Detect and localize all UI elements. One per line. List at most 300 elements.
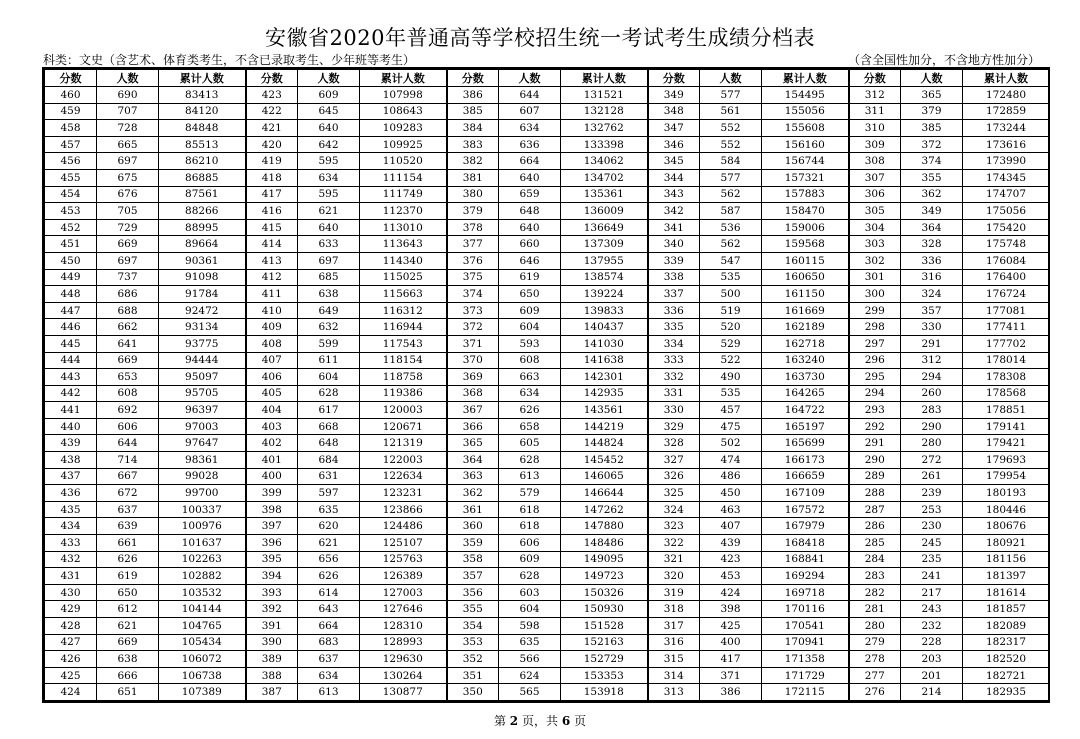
cumulative-cell: 152163 xyxy=(561,634,648,651)
count-cell: 520 xyxy=(700,319,762,336)
count-cell: 697 xyxy=(298,252,360,269)
count-cell: 547 xyxy=(700,252,762,269)
table-row xyxy=(45,551,1050,568)
score-cell: 418 xyxy=(246,169,298,186)
cumulative-cell: 103532 xyxy=(159,584,246,601)
score-cell: 313 xyxy=(648,684,700,701)
score-cell: 362 xyxy=(447,485,499,502)
score-cell: 441 xyxy=(45,402,97,419)
count-cell: 595 xyxy=(298,153,360,170)
count-cell: 239 xyxy=(901,485,963,502)
count-cell: 463 xyxy=(700,501,762,518)
score-cell: 392 xyxy=(246,601,298,618)
count-cell: 203 xyxy=(901,651,963,668)
cumulative-cell: 180676 xyxy=(963,518,1050,535)
cumulative-cell: 93775 xyxy=(159,335,246,352)
count-cell: 609 xyxy=(298,87,360,104)
score-cell: 391 xyxy=(246,618,298,635)
count-cell: 644 xyxy=(499,87,561,104)
cumulative-cell: 149095 xyxy=(561,551,648,568)
footer-page-number: 2 xyxy=(509,714,519,728)
table-row xyxy=(45,435,1050,452)
cumulative-cell: 167109 xyxy=(762,485,849,502)
count-cell: 613 xyxy=(298,684,360,701)
count-cell: 638 xyxy=(97,651,159,668)
score-cell: 390 xyxy=(246,634,298,651)
cumulative-cell: 121319 xyxy=(360,435,447,452)
score-cell: 432 xyxy=(45,551,97,568)
cumulative-cell: 172115 xyxy=(762,684,849,701)
table-row xyxy=(45,252,1050,269)
score-cell: 454 xyxy=(45,186,97,203)
score-cell: 320 xyxy=(648,568,700,585)
cumulative-cell: 118154 xyxy=(360,352,447,369)
count-cell: 245 xyxy=(901,535,963,552)
score-cell: 356 xyxy=(447,584,499,601)
cumulative-cell: 111749 xyxy=(360,186,447,203)
score-cell: 395 xyxy=(246,551,298,568)
score-cell: 328 xyxy=(648,435,700,452)
score-cell: 370 xyxy=(447,352,499,369)
cumulative-cell: 113643 xyxy=(360,236,447,253)
score-cell: 322 xyxy=(648,535,700,552)
count-cell: 737 xyxy=(97,269,159,286)
count-cell: 626 xyxy=(499,402,561,419)
table-row xyxy=(45,568,1050,585)
count-cell: 634 xyxy=(298,667,360,684)
score-cell: 297 xyxy=(849,335,901,352)
count-cell: 201 xyxy=(901,667,963,684)
count-cell: 584 xyxy=(700,153,762,170)
count-cell: 398 xyxy=(700,601,762,618)
score-cell: 302 xyxy=(849,252,901,269)
score-cell: 308 xyxy=(849,153,901,170)
count-cell: 634 xyxy=(499,120,561,137)
score-cell: 331 xyxy=(648,385,700,402)
score-cell: 383 xyxy=(447,136,499,153)
count-cell: 729 xyxy=(97,219,159,236)
count-cell: 365 xyxy=(901,87,963,104)
count-cell: 656 xyxy=(298,551,360,568)
cumulative-cell: 110520 xyxy=(360,153,447,170)
cumulative-cell: 99028 xyxy=(159,468,246,485)
cumulative-cell: 88266 xyxy=(159,203,246,220)
table-row xyxy=(45,684,1050,701)
count-cell: 632 xyxy=(298,319,360,336)
score-cell: 371 xyxy=(447,335,499,352)
score-cell: 335 xyxy=(648,319,700,336)
count-cell: 253 xyxy=(901,501,963,518)
count-cell: 502 xyxy=(700,435,762,452)
cumulative-cell: 95705 xyxy=(159,385,246,402)
count-header: 人数 xyxy=(298,70,360,87)
count-cell: 686 xyxy=(97,286,159,303)
count-cell: 658 xyxy=(499,418,561,435)
cumulative-cell: 181156 xyxy=(963,551,1050,568)
table-row xyxy=(45,651,1050,668)
score-cell: 410 xyxy=(246,302,298,319)
table-row xyxy=(45,236,1050,253)
count-cell: 609 xyxy=(499,551,561,568)
count-cell: 374 xyxy=(901,153,963,170)
count-cell: 604 xyxy=(499,319,561,336)
score-header: 分数 xyxy=(246,70,298,87)
score-cell: 381 xyxy=(447,169,499,186)
table-row xyxy=(45,219,1050,236)
score-cell: 402 xyxy=(246,435,298,452)
score-cell: 387 xyxy=(246,684,298,701)
cumulative-cell: 182317 xyxy=(963,634,1050,651)
score-cell: 296 xyxy=(849,352,901,369)
cumulative-cell: 133398 xyxy=(561,136,648,153)
count-cell: 626 xyxy=(97,551,159,568)
score-cell: 307 xyxy=(849,169,901,186)
score-cell: 290 xyxy=(849,452,901,469)
cumulative-cell: 174345 xyxy=(963,169,1050,186)
count-cell: 379 xyxy=(901,103,963,120)
count-cell: 261 xyxy=(901,468,963,485)
score-cell: 348 xyxy=(648,103,700,120)
cumulative-cell: 114340 xyxy=(360,252,447,269)
count-cell: 613 xyxy=(499,468,561,485)
cumulative-cell: 126389 xyxy=(360,568,447,585)
count-header: 人数 xyxy=(499,70,561,87)
cumulative-cell: 127646 xyxy=(360,601,447,618)
score-cell: 279 xyxy=(849,634,901,651)
cumulative-cell: 112370 xyxy=(360,203,447,220)
score-cell: 359 xyxy=(447,535,499,552)
score-cell: 458 xyxy=(45,120,97,137)
cumulative-cell: 142935 xyxy=(561,385,648,402)
table-row xyxy=(45,452,1050,469)
cumulative-cell: 120671 xyxy=(360,418,447,435)
score-cell: 287 xyxy=(849,501,901,518)
count-cell: 697 xyxy=(97,153,159,170)
score-cell: 421 xyxy=(246,120,298,137)
cumulative-cell: 119386 xyxy=(360,385,447,402)
cumulative-cell: 171358 xyxy=(762,651,849,668)
cumulative-cell: 179693 xyxy=(963,452,1050,469)
count-cell: 609 xyxy=(499,302,561,319)
cumulative-cell: 179421 xyxy=(963,435,1050,452)
score-cell: 318 xyxy=(648,601,700,618)
cumulative-cell: 151528 xyxy=(561,618,648,635)
score-cell: 424 xyxy=(45,684,97,701)
cumulative-cell: 108643 xyxy=(360,103,447,120)
score-cell: 291 xyxy=(849,435,901,452)
count-cell: 260 xyxy=(901,385,963,402)
count-cell: 328 xyxy=(901,236,963,253)
score-cell: 311 xyxy=(849,103,901,120)
score-cell: 408 xyxy=(246,335,298,352)
score-cell: 312 xyxy=(849,87,901,104)
score-cell: 282 xyxy=(849,584,901,601)
score-cell: 366 xyxy=(447,418,499,435)
score-cell: 369 xyxy=(447,369,499,386)
score-cell: 423 xyxy=(246,87,298,104)
count-cell: 675 xyxy=(97,169,159,186)
cumulative-cell: 177702 xyxy=(963,335,1050,352)
score-cell: 357 xyxy=(447,568,499,585)
count-cell: 407 xyxy=(700,518,762,535)
cumulative-cell: 95097 xyxy=(159,369,246,386)
count-cell: 621 xyxy=(97,618,159,635)
score-cell: 399 xyxy=(246,485,298,502)
cumulative-cell: 86885 xyxy=(159,169,246,186)
cumulative-cell: 85513 xyxy=(159,136,246,153)
table-row xyxy=(45,584,1050,601)
count-cell: 577 xyxy=(700,169,762,186)
count-cell: 500 xyxy=(700,286,762,303)
score-cell: 281 xyxy=(849,601,901,618)
cumulative-cell: 167572 xyxy=(762,501,849,518)
count-cell: 535 xyxy=(700,385,762,402)
count-cell: 688 xyxy=(97,302,159,319)
cumulative-cell: 149723 xyxy=(561,568,648,585)
cumulative-cell: 177411 xyxy=(963,319,1050,336)
cumulative-cell: 168418 xyxy=(762,535,849,552)
cumulative-cell: 178568 xyxy=(963,385,1050,402)
score-cell: 445 xyxy=(45,335,97,352)
score-cell: 453 xyxy=(45,203,97,220)
score-cell: 315 xyxy=(648,651,700,668)
cumulative-cell: 180446 xyxy=(963,501,1050,518)
score-cell: 365 xyxy=(447,435,499,452)
count-cell: 669 xyxy=(97,634,159,651)
score-cell: 286 xyxy=(849,518,901,535)
score-cell: 436 xyxy=(45,485,97,502)
count-cell: 330 xyxy=(901,319,963,336)
cumulative-cell: 182721 xyxy=(963,667,1050,684)
cumulative-cell: 135361 xyxy=(561,186,648,203)
count-cell: 707 xyxy=(97,103,159,120)
cumulative-cell: 173990 xyxy=(963,153,1050,170)
cumulative-cell: 160115 xyxy=(762,252,849,269)
cumulative-cell: 181614 xyxy=(963,584,1050,601)
score-cell: 278 xyxy=(849,651,901,668)
table-row xyxy=(45,501,1050,518)
cumulative-cell: 111154 xyxy=(360,169,447,186)
count-cell: 232 xyxy=(901,618,963,635)
cumulative-cell: 159568 xyxy=(762,236,849,253)
count-cell: 638 xyxy=(298,286,360,303)
count-cell: 614 xyxy=(298,584,360,601)
count-cell: 714 xyxy=(97,452,159,469)
cumulative-cell: 170116 xyxy=(762,601,849,618)
score-cell: 435 xyxy=(45,501,97,518)
cumulative-cell: 134062 xyxy=(561,153,648,170)
table-row xyxy=(45,169,1050,186)
cumulative-cell: 150326 xyxy=(561,584,648,601)
cumulative-cell: 132762 xyxy=(561,120,648,137)
cumulative-cell: 106738 xyxy=(159,667,246,684)
count-cell: 683 xyxy=(298,634,360,651)
score-cell: 298 xyxy=(849,319,901,336)
count-cell: 660 xyxy=(499,236,561,253)
count-cell: 423 xyxy=(700,551,762,568)
cumulative-cell: 178308 xyxy=(963,369,1050,386)
count-cell: 634 xyxy=(298,169,360,186)
count-cell: 355 xyxy=(901,169,963,186)
count-cell: 644 xyxy=(97,435,159,452)
count-cell: 474 xyxy=(700,452,762,469)
score-cell: 373 xyxy=(447,302,499,319)
cumulative-cell: 174707 xyxy=(963,186,1050,203)
score-cell: 426 xyxy=(45,651,97,668)
cumulative-cell: 169294 xyxy=(762,568,849,585)
score-cell: 304 xyxy=(849,219,901,236)
count-cell: 620 xyxy=(298,518,360,535)
score-cell: 376 xyxy=(447,252,499,269)
cumulative-cell: 97003 xyxy=(159,418,246,435)
count-cell: 280 xyxy=(901,435,963,452)
count-cell: 665 xyxy=(97,136,159,153)
count-cell: 621 xyxy=(298,203,360,220)
score-cell: 341 xyxy=(648,219,700,236)
cumulative-cell: 167979 xyxy=(762,518,849,535)
cumulative-cell: 100337 xyxy=(159,501,246,518)
cumulative-cell: 161669 xyxy=(762,302,849,319)
count-cell: 635 xyxy=(499,634,561,651)
cumulative-cell: 168841 xyxy=(762,551,849,568)
cumulative-cell: 169718 xyxy=(762,584,849,601)
score-cell: 293 xyxy=(849,402,901,419)
count-header: 人数 xyxy=(97,70,159,87)
count-cell: 291 xyxy=(901,335,963,352)
score-cell: 353 xyxy=(447,634,499,651)
footer-prefix: 第 xyxy=(493,714,506,728)
cumulative-cell: 105434 xyxy=(159,634,246,651)
count-cell: 676 xyxy=(97,186,159,203)
cumulative-cell: 141030 xyxy=(561,335,648,352)
cumulative-cell: 116944 xyxy=(360,319,447,336)
score-cell: 443 xyxy=(45,369,97,386)
cumulative-cell: 143561 xyxy=(561,402,648,419)
score-cell: 314 xyxy=(648,667,700,684)
cumulative-cell: 96397 xyxy=(159,402,246,419)
count-cell: 617 xyxy=(298,402,360,419)
count-cell: 669 xyxy=(97,352,159,369)
footer-suffix: 页 xyxy=(574,714,587,728)
count-cell: 642 xyxy=(298,136,360,153)
score-cell: 446 xyxy=(45,319,97,336)
cumulative-cell: 109925 xyxy=(360,136,447,153)
cumulative-cell: 163730 xyxy=(762,369,849,386)
score-cell: 427 xyxy=(45,634,97,651)
count-cell: 561 xyxy=(700,103,762,120)
count-cell: 653 xyxy=(97,369,159,386)
table-row xyxy=(45,667,1050,684)
score-cell: 326 xyxy=(648,468,700,485)
cumulative-cell: 166659 xyxy=(762,468,849,485)
count-cell: 283 xyxy=(901,402,963,419)
score-cell: 384 xyxy=(447,120,499,137)
cumulative-cell: 181397 xyxy=(963,568,1050,585)
cumulative-cell: 172859 xyxy=(963,103,1050,120)
count-cell: 664 xyxy=(499,153,561,170)
cumulative-cell: 140437 xyxy=(561,319,648,336)
score-cell: 361 xyxy=(447,501,499,518)
score-cell: 374 xyxy=(447,286,499,303)
score-cell: 433 xyxy=(45,535,97,552)
table-row xyxy=(45,286,1050,303)
count-cell: 634 xyxy=(499,385,561,402)
score-cell: 368 xyxy=(447,385,499,402)
score-cell: 406 xyxy=(246,369,298,386)
score-header: 分数 xyxy=(447,70,499,87)
table-row xyxy=(45,120,1050,137)
count-cell: 650 xyxy=(97,584,159,601)
cumulative-cell: 173616 xyxy=(963,136,1050,153)
cumulative-cell: 182935 xyxy=(963,684,1050,701)
score-cell: 451 xyxy=(45,236,97,253)
score-cell: 329 xyxy=(648,418,700,435)
score-cell: 428 xyxy=(45,618,97,635)
score-cell: 396 xyxy=(246,535,298,552)
score-cell: 425 xyxy=(45,667,97,684)
cumulative-cell: 86210 xyxy=(159,153,246,170)
score-cell: 283 xyxy=(849,568,901,585)
count-cell: 371 xyxy=(700,667,762,684)
score-cell: 332 xyxy=(648,369,700,386)
cumulative-cell: 177081 xyxy=(963,302,1050,319)
cumulative-cell: 98361 xyxy=(159,452,246,469)
count-cell: 243 xyxy=(901,601,963,618)
cumulative-cell: 94444 xyxy=(159,352,246,369)
table-row xyxy=(45,103,1050,120)
count-cell: 424 xyxy=(700,584,762,601)
count-cell: 536 xyxy=(700,219,762,236)
score-cell: 393 xyxy=(246,584,298,601)
score-cell: 439 xyxy=(45,435,97,452)
score-cell: 405 xyxy=(246,385,298,402)
cumulative-cell: 84848 xyxy=(159,120,246,137)
cumulative-cell: 130264 xyxy=(360,667,447,684)
cumulative-cell: 178014 xyxy=(963,352,1050,369)
score-cell: 309 xyxy=(849,136,901,153)
cumulative-cell: 170941 xyxy=(762,634,849,651)
table-row xyxy=(45,535,1050,552)
count-cell: 690 xyxy=(97,87,159,104)
cumulative-cell: 115663 xyxy=(360,286,447,303)
cumulative-cell: 176724 xyxy=(963,286,1050,303)
count-cell: 519 xyxy=(700,302,762,319)
count-cell: 667 xyxy=(97,468,159,485)
cumulative-cell: 175748 xyxy=(963,236,1050,253)
cumulative-cell: 125763 xyxy=(360,551,447,568)
footer-middle: 页，共 xyxy=(521,714,558,728)
count-cell: 637 xyxy=(298,651,360,668)
cumulative-cell: 178851 xyxy=(963,402,1050,419)
cumulative-cell: 182520 xyxy=(963,651,1050,668)
table-row xyxy=(45,618,1050,635)
cumulative-cell: 93134 xyxy=(159,319,246,336)
cumulative-cell: 104765 xyxy=(159,618,246,635)
count-header: 人数 xyxy=(901,70,963,87)
count-cell: 664 xyxy=(298,618,360,635)
table-row xyxy=(45,302,1050,319)
score-cell: 434 xyxy=(45,518,97,535)
count-cell: 611 xyxy=(298,352,360,369)
count-cell: 336 xyxy=(901,252,963,269)
cumulative-header: 累计人数 xyxy=(360,70,447,87)
page-footer xyxy=(0,712,1080,729)
count-cell: 668 xyxy=(298,418,360,435)
cumulative-cell: 160650 xyxy=(762,269,849,286)
cumulative-cell: 146644 xyxy=(561,485,648,502)
cumulative-cell: 181857 xyxy=(963,601,1050,618)
cumulative-cell: 144824 xyxy=(561,435,648,452)
